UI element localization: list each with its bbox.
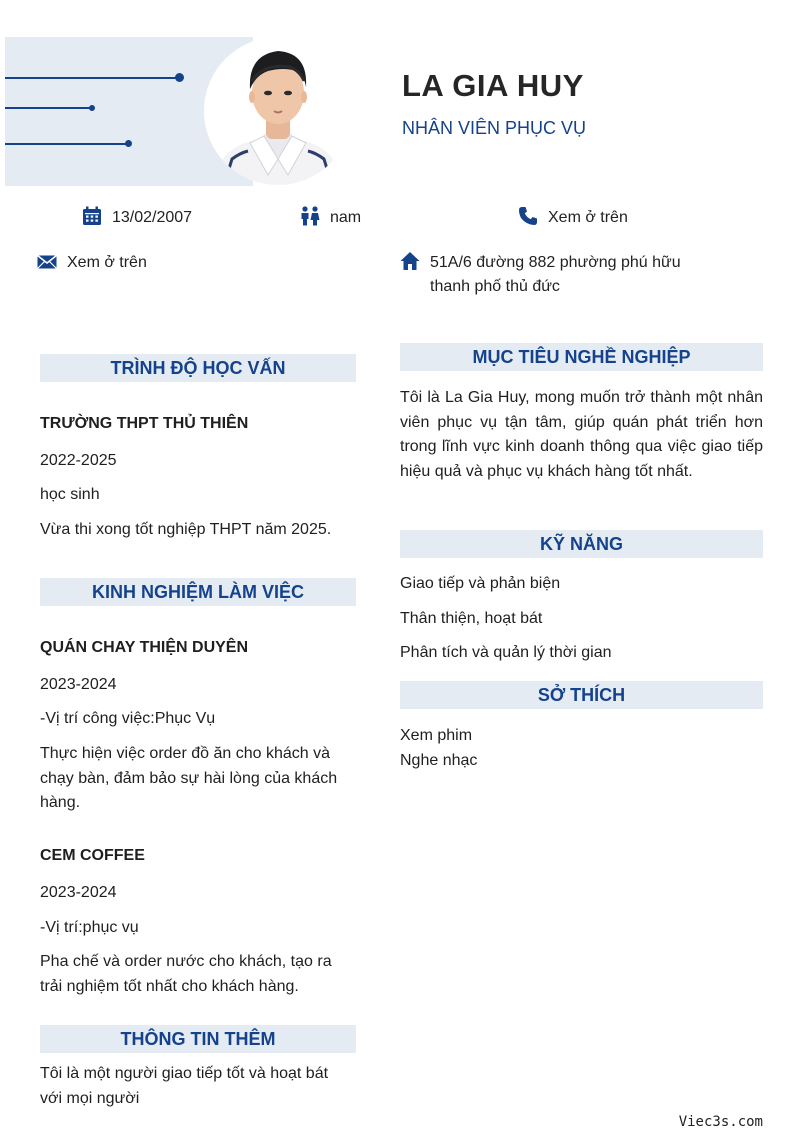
decor-dot-2	[89, 105, 95, 111]
education-school: TRƯỜNG THPT THỦ THIÊN	[40, 415, 249, 432]
watermark: Viec3s.com	[678, 1114, 763, 1130]
gender: nam	[330, 209, 362, 226]
education-years: 2022-2025	[40, 452, 117, 469]
phone: Xem ở trên	[548, 209, 628, 226]
person-portrait-icon	[204, 37, 352, 185]
home-icon	[400, 251, 420, 271]
education-role: học sinh	[40, 486, 100, 503]
skill-item: Phân tích và quản lý thời gian	[400, 644, 612, 661]
objective-section-title: MỤC TIÊU NGHỀ NGHIỆP	[400, 343, 763, 371]
address-line-1: 51A/6 đường 882 phường phú hữu	[430, 254, 681, 271]
calendar-icon	[82, 206, 102, 226]
hobby-item: Nghe nhạc	[400, 752, 478, 769]
job-years: 2023-2024	[40, 676, 117, 693]
decor-line-1	[5, 77, 177, 79]
job-position: -Vị trí công việc:Phục Vụ	[40, 710, 216, 727]
skill-item: Giao tiếp và phản biện	[400, 575, 561, 592]
job-title: NHÂN VIÊN PHỤC VỤ	[402, 118, 587, 138]
email-icon	[37, 252, 57, 272]
job-company: QUÁN CHAY THIỆN DUYÊN	[40, 639, 249, 656]
additional-line: Tôi là một người giao tiếp tốt và hoạt bát	[40, 1065, 329, 1082]
job-description-line: Thực hiện việc order đồ ăn cho khách và	[40, 745, 330, 762]
decor-dot-3	[125, 140, 132, 147]
job-position: -Vị trí:phục vụ	[40, 919, 139, 936]
job-company: CEM COFFEE	[40, 847, 145, 864]
job-description-line: trải nghiệm tốt nhất cho khách hàng.	[40, 978, 299, 995]
candidate-name: LA GIA HUY	[402, 68, 584, 103]
job-description-line: chạy bàn, đảm bảo sự hài lòng của khách	[40, 770, 338, 787]
skill-item: Thân thiện, hoạt bát	[400, 610, 543, 627]
decor-dot-1	[175, 73, 184, 82]
job-years: 2023-2024	[40, 884, 117, 901]
additional-section-title: THÔNG TIN THÊM	[40, 1025, 356, 1053]
experience-section-title: KINH NGHIỆM LÀM VIỆC	[40, 578, 356, 606]
job-description-line: hàng.	[40, 794, 81, 811]
hobby-item: Xem phim	[400, 727, 473, 744]
profile-photo	[204, 37, 352, 185]
phone-icon	[518, 206, 538, 226]
gender-icon	[300, 206, 320, 226]
email: Xem ở trên	[67, 254, 147, 271]
additional-line: với mọi người	[40, 1090, 140, 1107]
decor-line-2	[5, 107, 91, 109]
decor-line-3	[5, 143, 127, 145]
skills-section-title: KỸ NĂNG	[400, 530, 763, 558]
hobbies-section-title: SỞ THÍCH	[400, 681, 763, 709]
objective-text: Tôi là La Gia Huy, mong muốn trở thành một nhân viên phục vụ tận tâm, giúp quán phát triển hơn trong lĩnh vực kinh doanh thông qua việc giao tiếp hiệu quả và phục vụ khách hàng tốt nhất.	[400, 389, 763, 480]
address-line-2: thanh phố thủ đức	[430, 278, 560, 295]
job-description-line: Pha chế và order nước cho khách, tạo ra	[40, 953, 332, 970]
birthday: 13/02/2007	[112, 209, 193, 226]
education-note: Vừa thi xong tốt nghiệp THPT năm 2025.	[40, 521, 332, 538]
education-section-title: TRÌNH ĐỘ HỌC VẤN	[40, 354, 356, 382]
